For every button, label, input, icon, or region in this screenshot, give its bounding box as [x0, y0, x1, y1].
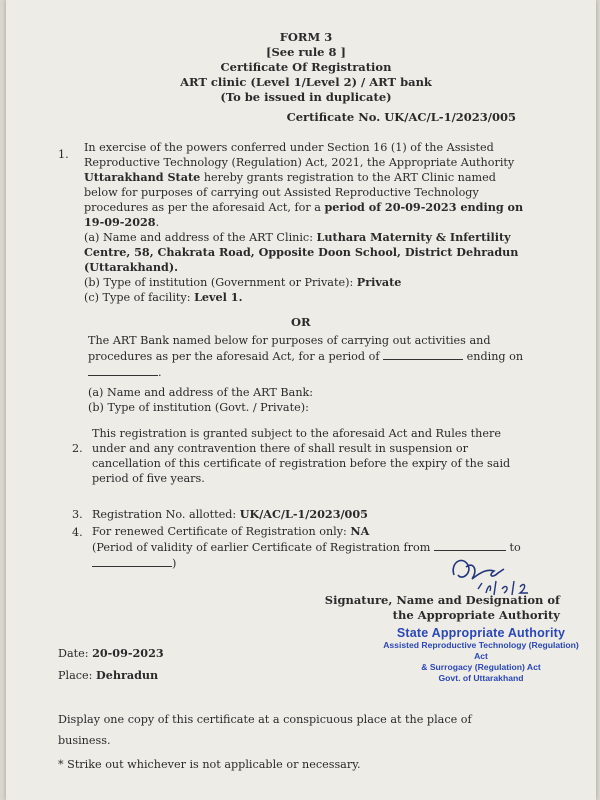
- strike-note: * Strike out whichever is not applicable or necessary.: [58, 758, 361, 771]
- item-1-text: In exercise of the powers conferred under Section 16 (1) of the Assisted Reproductive Technology (Regulation) Act, 2021, the Appropriate Authority Uttarakhand State hereby grants registration to the ART Clinic named below for purposes of carrying out Assisted Reproductive Technology procedures as per the aforesaid Act, for a period of 20-09-2023 ending on 19-09-2028. (a) Name and address of the ART Clinic: Luthara Maternity & Infertility Centre, 58, Chakrata Road, Opposite Doon School, District Dehradun (Uttarakhand). (b) Type of institution (Government or Private): Private (c) Type of facility: Level 1.: [84, 140, 569, 305]
- item-4-number: 4.: [72, 526, 83, 539]
- issue-place: Place: Dehradun: [58, 668, 159, 682]
- art-bank-section: The ART Bank named below for purposes of carrying out activities and procedures as per the aforesaid Act, for a period of ending on . (a) Name and address of the ART Bank: (b) Type of institution (Govt. / Private):: [88, 334, 524, 414]
- item-2-number: 2.: [72, 442, 83, 455]
- handwritten-signature: [448, 545, 548, 600]
- official-stamp: State Appropriate Authority Assisted Reproductive Technology (Regulation) Act & Surrogacy (Regulation) Act Govt. of Uttarakhand: [383, 626, 579, 683]
- renewal-section: For renewed Certificate of Registration only: NA (Period of validity of earlier Certificate of Registration from to ): [92, 524, 521, 570]
- duplicate-note: (To be issued in duplicate): [220, 90, 392, 104]
- bank-end-blank: [88, 364, 158, 376]
- item-1-number: 1.: [58, 148, 69, 161]
- registration-number-allotted: Registration No. allotted: UK/AC/L-1/2023/005: [92, 507, 368, 521]
- clinic-name-address: (a) Name and address of the ART Clinic: Luthara Maternity & Infertility: [84, 230, 511, 244]
- item-2-text: This registration is granted subject to the aforesaid Act and Rules there under and any contravention there of shall result in suspension or cancellation of this certificate of registration before the expiry of the said period of five years.: [92, 427, 511, 485]
- display-instruction: Display one copy of this certificate at a conspicuous place at the place of business.: [58, 713, 472, 747]
- bank-period-blank: [383, 348, 463, 360]
- certificate-sheet: [6, 0, 596, 800]
- issue-date: Date: 20-09-2023: [58, 646, 164, 660]
- signature-designation: Signature, Name and Designation of the Appropriate Authority: [324, 593, 560, 622]
- form-number: FORM 3: [279, 30, 333, 44]
- facility-type: (c) Type of facility: Level 1.: [84, 290, 243, 304]
- renewal-to-blank: [92, 555, 172, 567]
- rule-reference: [See rule 8 ]: [266, 45, 346, 59]
- form-header: [6, 30, 596, 105]
- certificate-subtitle: ART clinic (Level 1/Level 2) / ART bank: [180, 75, 432, 89]
- certificate-number: Certificate No. UK/AC/L-1/2023/005: [286, 110, 516, 124]
- certificate-title: Certificate Of Registration: [220, 60, 392, 74]
- item-3-number: 3.: [72, 508, 83, 521]
- or-separator: OR: [291, 315, 311, 329]
- institution-type: (b) Type of institution (Government or Private): Private: [84, 275, 402, 289]
